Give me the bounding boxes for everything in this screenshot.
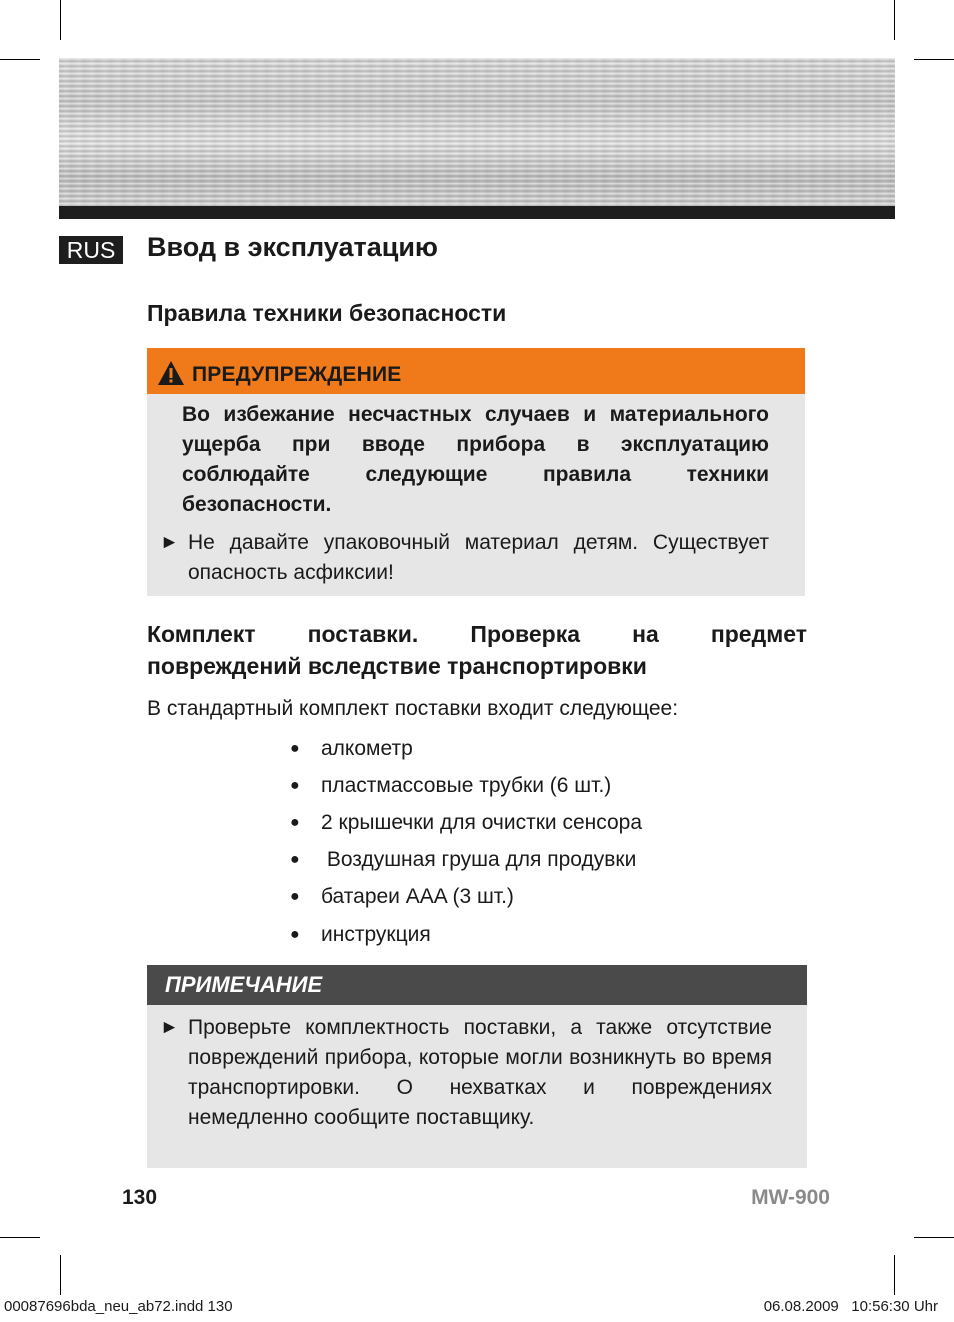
warning-box [147, 348, 805, 596]
bullet-dot-icon: ● [290, 739, 300, 757]
list-item: ● инструкция [290, 922, 431, 946]
crop-mark [0, 1237, 40, 1238]
delivery-title-line2: повреждений вследствие транспортировки [147, 653, 647, 679]
bullet-dot-icon: ● [290, 776, 300, 794]
delivery-title [147, 618, 807, 682]
language-tag: RUS [59, 236, 123, 264]
warning-intro: Во избежание несчастных случаев и материального ущерба при вводе прибора в эксплуатацию соблюдайте следующие правила техники безопасности. [182, 403, 769, 516]
note-body [147, 1005, 807, 1133]
crop-mark [914, 1237, 954, 1238]
warning-triangle-icon [157, 360, 185, 386]
warning-item-text: Не давайте упаковочный материал детям. Существует опасность асфиксии! [188, 531, 769, 584]
section-title: Ввод в эксплуатацию [147, 232, 438, 262]
page-number: 130 [122, 1186, 158, 1209]
warning-label: ПРЕДУПРЕЖДЕНИЕ [192, 363, 402, 386]
triangle-bullet-icon: ► [160, 532, 179, 553]
list-item: ● 2 крышечки для очистки сенсора [290, 810, 643, 834]
list-item: ● батареи AAA (3 шт.) [290, 885, 514, 909]
header-brushed-metal-band [59, 58, 895, 208]
delivery-title-line1: Комплект поставки. Проверка на предмет [147, 621, 807, 647]
safety-title: Правила техники безопасности [147, 300, 507, 326]
list-item: ● пластмассовые трубки (6 шт.) [290, 773, 612, 797]
warning-body [147, 394, 805, 588]
crop-mark [894, 1255, 895, 1295]
crop-mark [914, 59, 954, 60]
note-header: ПРИМЕЧАНИЕ [147, 965, 807, 1005]
header-dark-bar [59, 206, 895, 219]
note-item-text: Проверьте комплектность поставки, а также отсутствие повреждений прибора, которые могли возникнуть во время транспортировки. О нехватках и повреждениях немедленно сообщите поставщику. [188, 1016, 772, 1129]
warning-item [160, 528, 769, 588]
print-slug-date: 06.08.2009 10:56:30 Uhr [763, 1298, 938, 1315]
crop-mark [0, 59, 40, 60]
delivery-intro: В стандартный комплект поставки входит следующее: [147, 697, 679, 720]
crop-mark [894, 0, 895, 40]
bullet-dot-icon: ● [290, 925, 300, 943]
note-item [160, 1013, 772, 1133]
crop-mark [60, 0, 61, 40]
print-slug-file: 00087696bda_neu_ab72.indd 130 [4, 1298, 233, 1315]
list-item: ● алкометр [290, 736, 413, 760]
bullet-dot-icon: ● [290, 888, 300, 906]
list-item: ● Воздушная груша для продувки [290, 848, 637, 872]
bullet-dot-icon: ● [290, 851, 300, 869]
delivery-list [290, 730, 642, 953]
triangle-bullet-icon: ► [160, 1017, 179, 1038]
bullet-dot-icon: ● [290, 813, 300, 831]
warning-header [147, 348, 805, 394]
note-box [147, 965, 807, 1168]
model-name: MW-900 [751, 1186, 830, 1209]
crop-mark [60, 1255, 61, 1295]
